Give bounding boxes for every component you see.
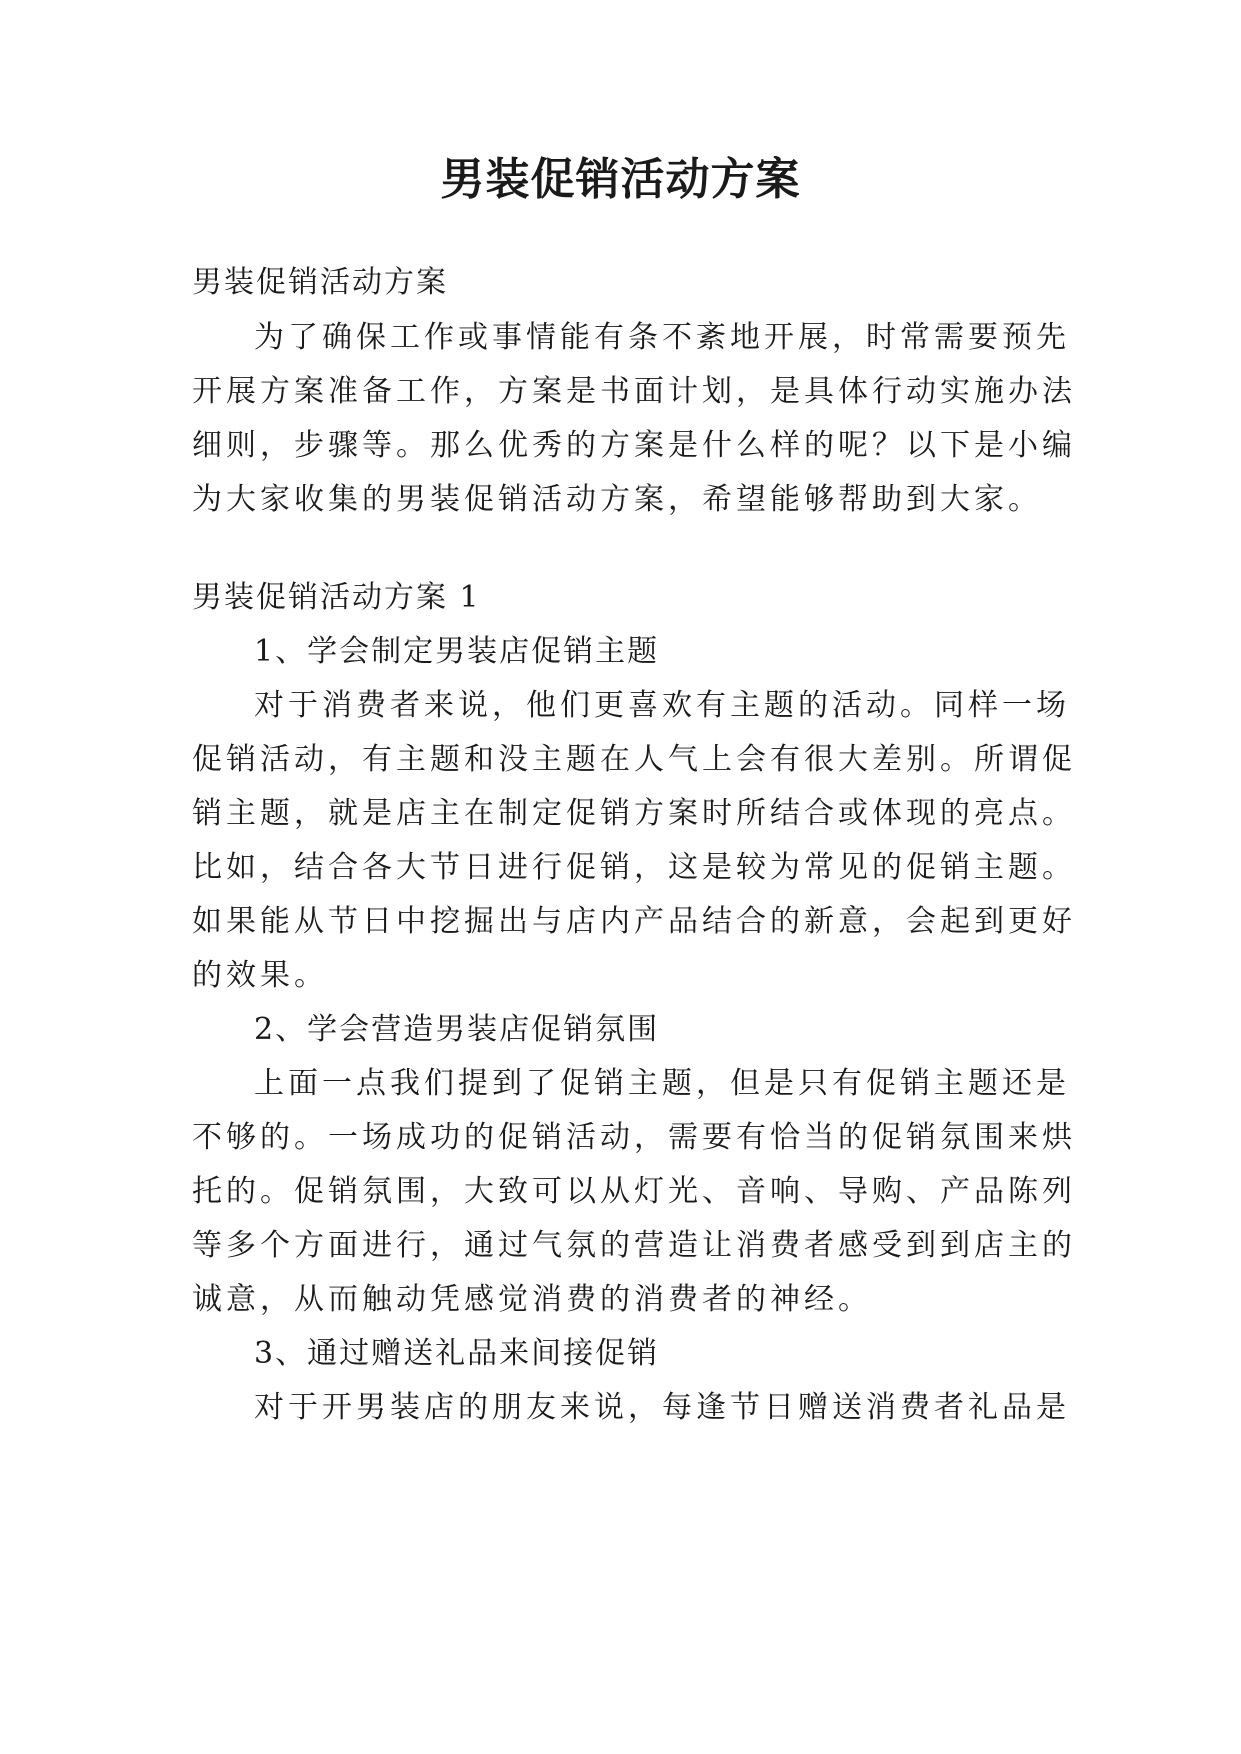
- item3-line-1: 对于开男装店的朋友来说，每逢节日赠送消费者礼品是: [254, 1390, 1070, 1425]
- document-title: 男装促销活动方案: [440, 154, 801, 205]
- intro-line-2: 开展方案准备工作，方案是书面计划，是具体行动实施办法: [192, 374, 1076, 409]
- item2-line-4: 等多个方面进行，通过气氛的营造让消费者感受到到店主的: [192, 1228, 1076, 1263]
- intro-line-1: 为了确保工作或事情能有条不紊地开展，时常需要预先: [254, 320, 1070, 355]
- item1-line-4: 比如，结合各大节日进行促销，这是较为常见的促销主题。: [192, 850, 1076, 885]
- intro-line-3: 细则，步骤等。那么优秀的方案是什么样的呢？以下是小编: [192, 428, 1076, 463]
- item-heading-3: 3、通过赠送礼品来间接促销: [254, 1336, 660, 1371]
- item1-line-1: 对于消费者来说，他们更喜欢有主题的活动。同样一场: [254, 688, 1070, 723]
- item1-line-2: 促销活动，有主题和没主题在人气上会有很大差别。所谓促: [192, 742, 1076, 777]
- intro-line-4: 为大家收集的男装促销活动方案，希望能够帮助到大家。: [192, 482, 1042, 517]
- item1-line-5: 如果能从节日中挖掘出与店内产品结合的新意，会起到更好: [192, 904, 1076, 939]
- item-heading-2: 2、学会营造男装店促销氛围: [254, 1012, 660, 1047]
- item-heading-1: 1、学会制定男装店促销主题: [254, 634, 660, 669]
- item2-line-3: 托的。促销氛围，大致可以从灯光、音响、导购、产品陈列: [192, 1174, 1076, 1209]
- item1-line-3: 销主题，就是店主在制定促销方案时所结合或体现的亮点。: [192, 796, 1076, 831]
- document-subtitle: 男装促销活动方案: [192, 265, 448, 300]
- item1-line-6: 的效果。: [192, 958, 328, 993]
- item2-line-1: 上面一点我们提到了促销主题，但是只有促销主题还是: [254, 1066, 1070, 1101]
- item2-line-2: 不够的。一场成功的促销活动，需要有恰当的促销氛围来烘: [192, 1120, 1076, 1155]
- item2-line-5: 诚意，从而触动凭感觉消费的消费者的神经。: [192, 1282, 872, 1317]
- section-heading-1: 男装促销活动方案 1: [192, 580, 481, 615]
